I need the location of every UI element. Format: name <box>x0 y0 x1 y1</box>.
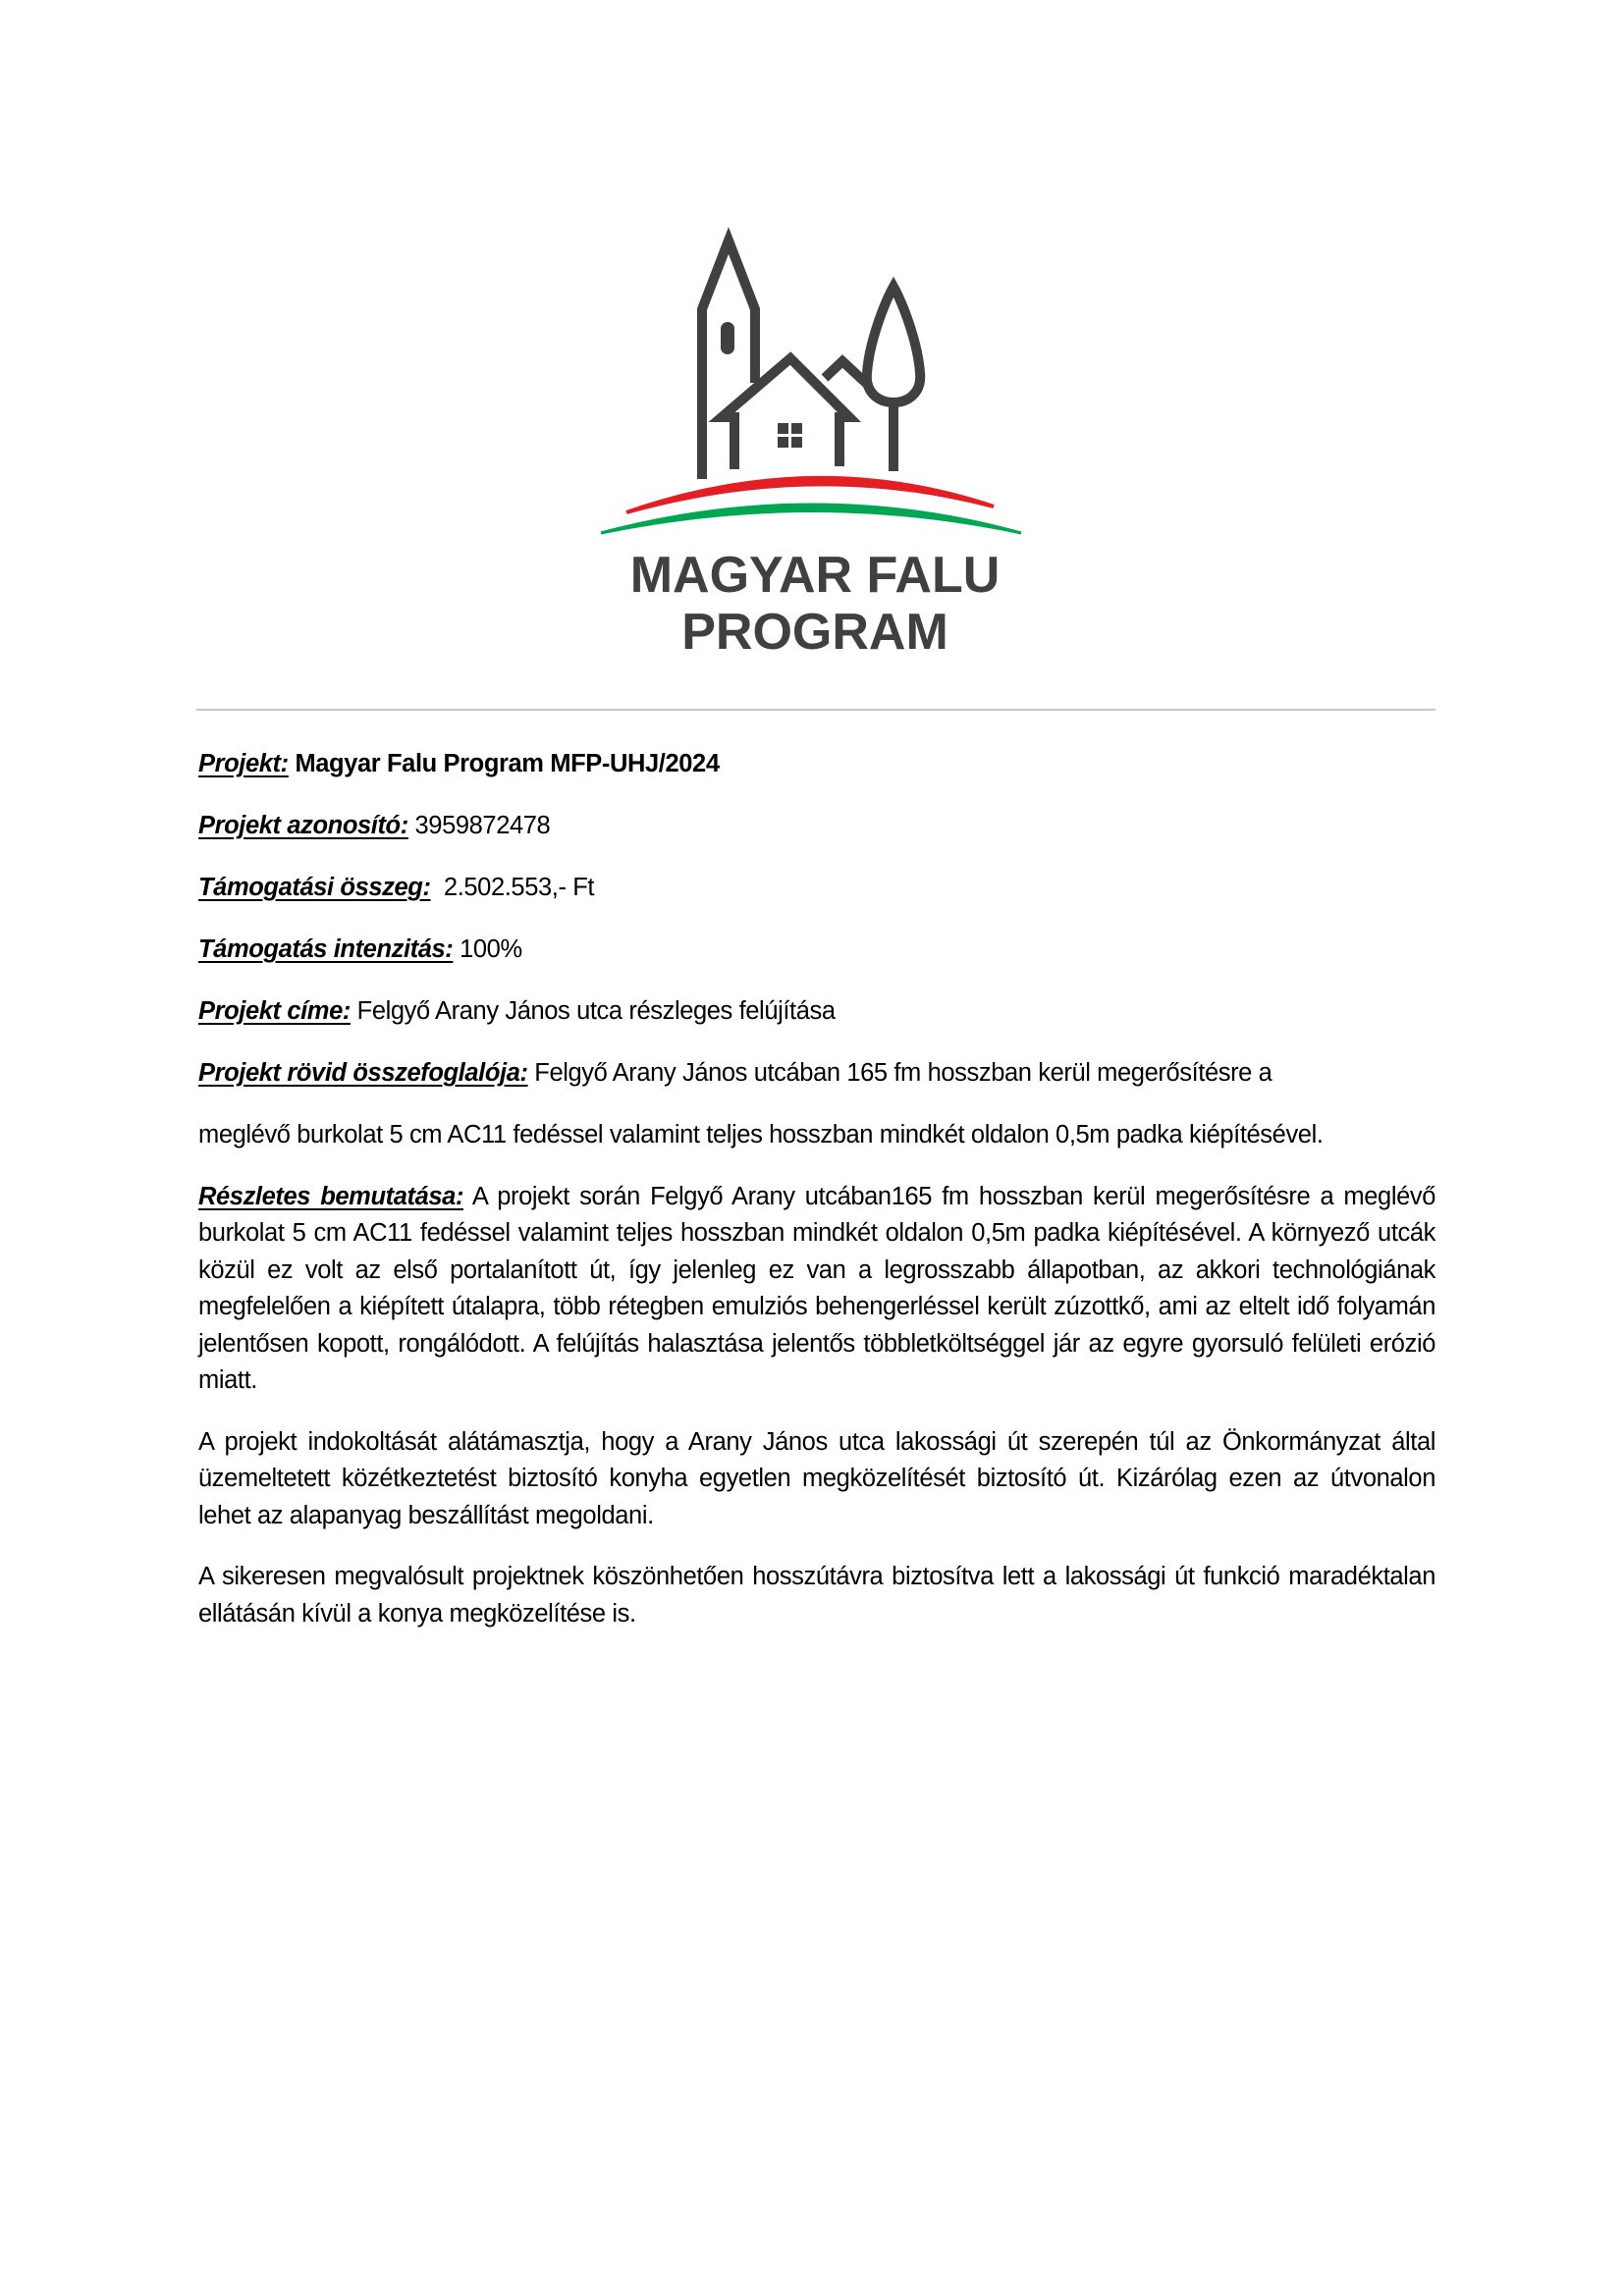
field-label: Projekt rövid összefoglalója: <box>198 1059 528 1087</box>
field-project-id <box>198 808 1435 845</box>
field-value: 100% <box>460 935 522 963</box>
field-label: Projekt azonosító: <box>198 812 408 839</box>
field-label: Támogatási összeg: <box>198 874 431 901</box>
field-label: Támogatás intenzitás: <box>198 935 454 963</box>
details-label: Részletes bemutatása: <box>198 1182 464 1210</box>
field-project <box>198 746 1435 783</box>
field-value: 2.502.553,- Ft <box>437 874 595 901</box>
logo-title-line2: PROGRAM <box>681 604 948 661</box>
outcome-paragraph: A sikeresen megvalósult projektnek köszönhetően hosszútávra biztosítva lett a lakossági út funkció maradéktalan ellátásán kívül a konya megközelítése is. <box>198 1563 1435 1628</box>
field-value: Felgyő Arany János utcában 165 fm hosszban kerül megerősítésre a <box>534 1059 1272 1087</box>
field-project-summary <box>198 1055 1435 1093</box>
church-tower-icon <box>702 240 755 479</box>
detailed-description <box>198 1179 1435 1400</box>
field-project-title <box>198 993 1435 1031</box>
field-value: 3959872478 <box>414 812 551 839</box>
magyar-falu-program-logo <box>589 196 1041 667</box>
field-value: Magyar Falu Program MFP-UHJ/2024 <box>295 750 720 777</box>
field-value: Felgyő Arany János utca részleges felújítása <box>356 997 836 1025</box>
header-divider <box>196 709 1435 711</box>
field-grant-intensity <box>198 932 1435 969</box>
field-label: Projekt címe: <box>198 997 351 1025</box>
summary-continuation: meglévő burkolat 5 cm AC11 fedéssel valamint teljes hosszban mindkét oldalon 0,5m padka kiépítésével. <box>198 1121 1324 1148</box>
logo-title-line1: MAGYAR FALU <box>629 547 1001 604</box>
green-arc <box>601 505 1021 533</box>
tree-icon <box>867 287 920 402</box>
project-details <box>198 746 1435 1657</box>
justification-paragraph: A projekt indokoltását alátámasztja, hogy a Arany János utca lakossági út szerepén túl az Önkormányzat által üzemeltetett közétkeztetést biztosító konyha egyetlen megközelítését biztosító út. Kizárólag ezen az útvonalon lehet az alapanyag beszállítást megoldani. <box>198 1427 1435 1529</box>
village-icon <box>589 196 1041 550</box>
field-grant-amount <box>198 870 1435 907</box>
field-label: Projekt: <box>198 750 289 777</box>
window-icon <box>778 423 802 448</box>
details-text: A projekt során Felgyő Arany utcában165 fm hosszban kerül megerősítésre a meglévő burkolat 5 cm AC11 fedéssel valamint teljes hosszban mindkét oldalon 0,5m padka kiépítésével. A környező utcák közül ez volt az első portalanított út, így jelenleg ez van a legrosszabb állapotban, az akkori technológiának megfelelően a kiépített útalapra, több rétegben emulziós behengerléssel került zúzottkő, ami az eltelt idő folyamán jelentősen kopott, rongálódott. A felújítás halasztása jelentős többletköltséggel jár az egyre gyorsuló felületi erózió miatt. <box>198 1182 1435 1394</box>
